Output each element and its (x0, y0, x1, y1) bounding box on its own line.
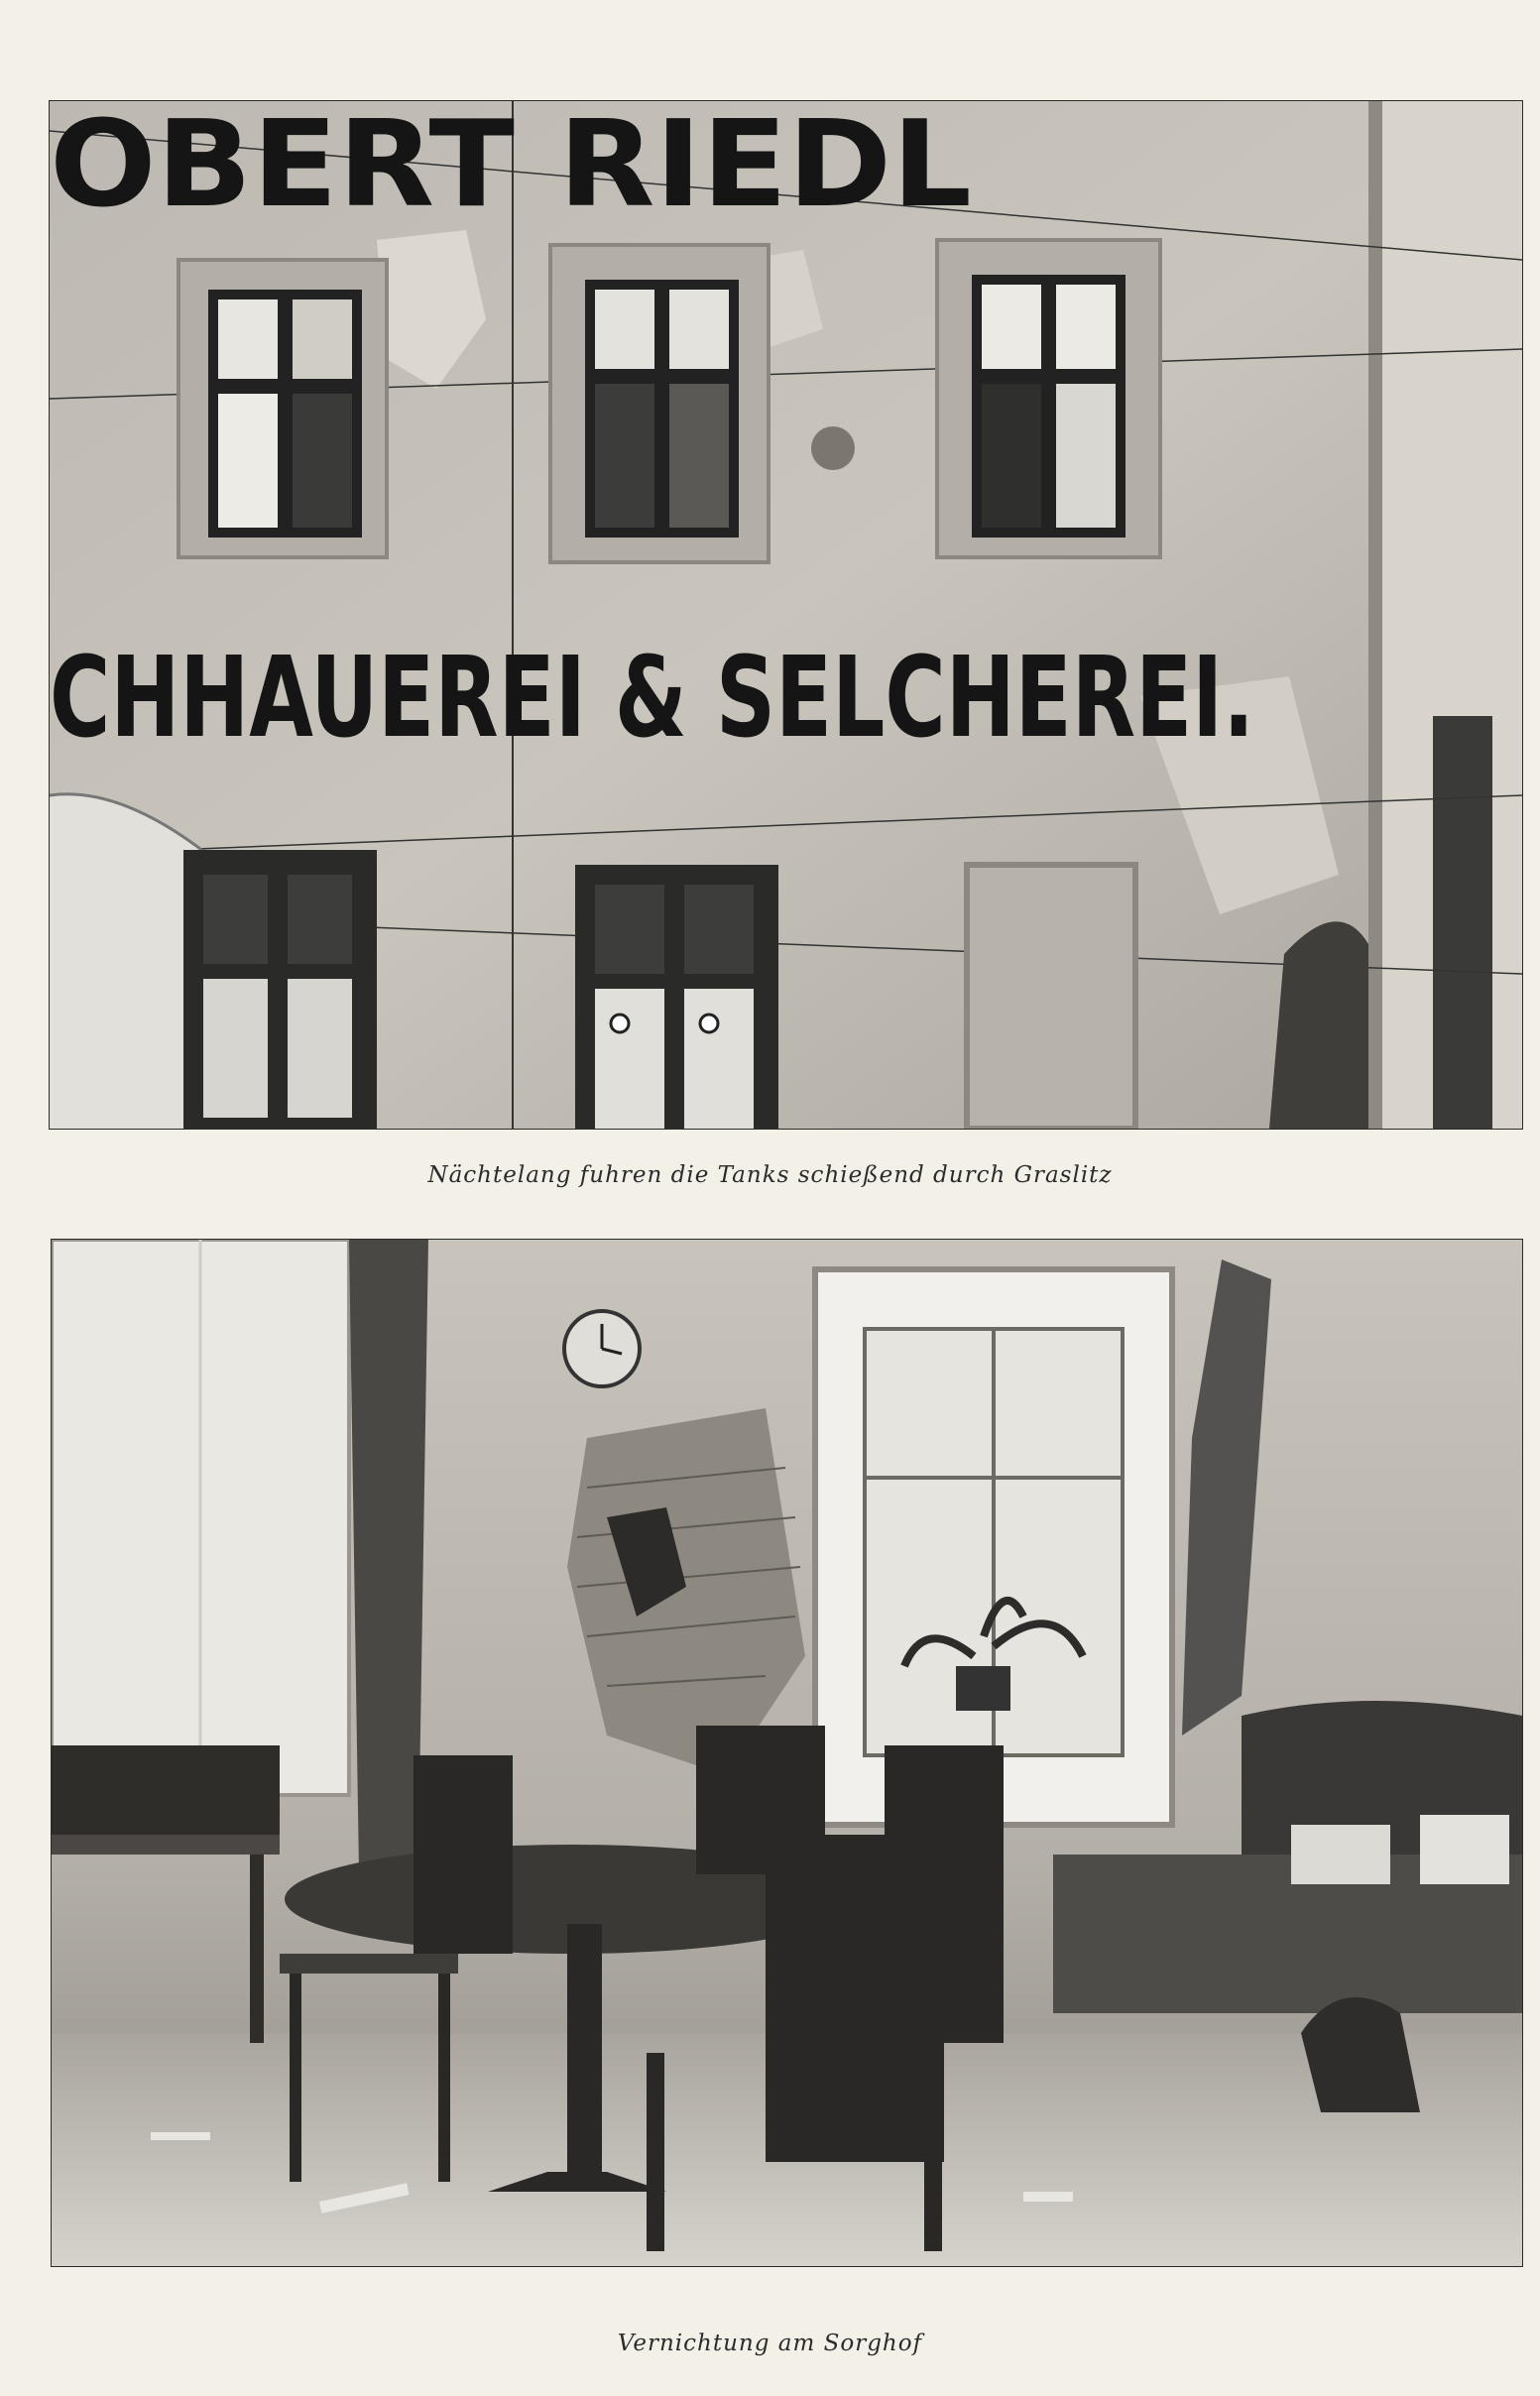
upper-window-right (937, 240, 1160, 557)
lower-window-left (183, 850, 377, 1129)
facade-photo-drawing (50, 101, 1522, 1129)
facade-photo (50, 101, 1522, 1129)
lower-door (967, 865, 1135, 1129)
caption-bottom: Vernichtung am Sorghof (617, 2331, 923, 2356)
interior-photo (52, 1240, 1522, 2266)
upper-window-left (178, 260, 387, 557)
interior-photo-drawing (52, 1240, 1522, 2266)
upper-window-middle (550, 245, 769, 562)
wall-clock-illustration (564, 1311, 640, 1386)
sign-upper-text: OBERT RIEDL (50, 101, 973, 234)
lower-window-middle (575, 865, 778, 1129)
sign-lower-text: CHHAUEREI & SELCHEREI. (50, 634, 1254, 763)
caption-top: Nächtelang fuhren die Tanks schießend durch Graslitz (427, 1162, 1113, 1188)
